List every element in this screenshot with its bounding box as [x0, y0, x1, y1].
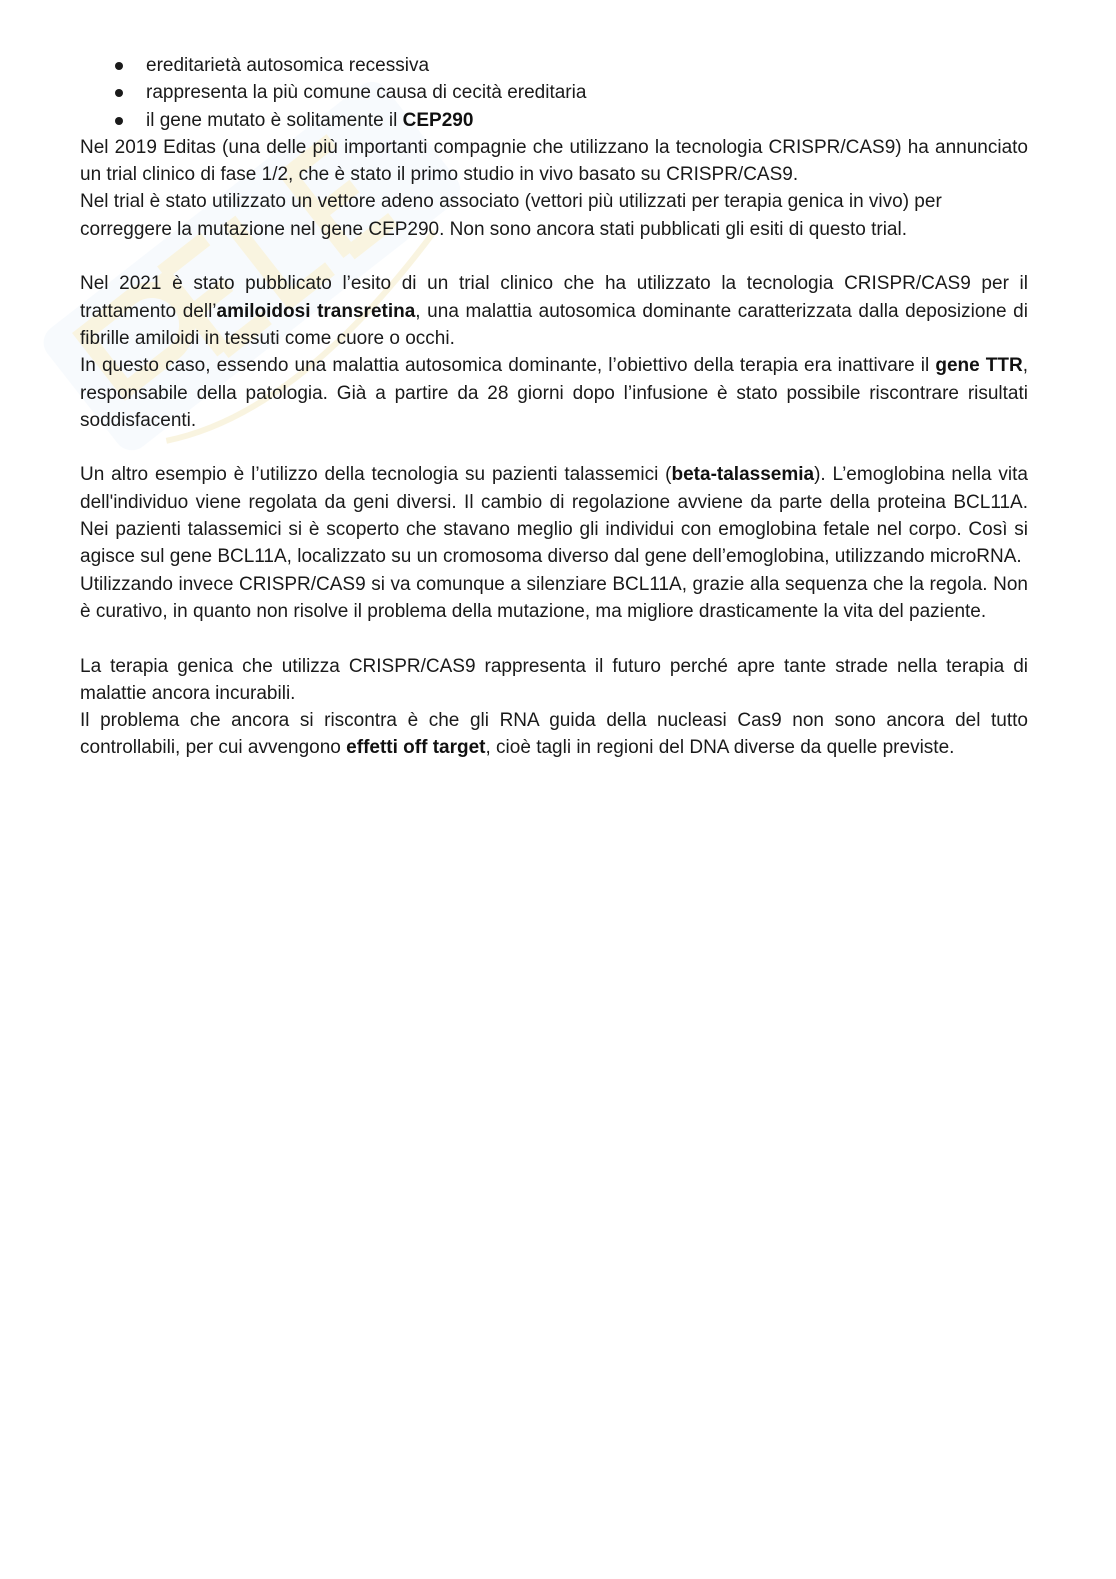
paragraph-spacer: [80, 243, 1028, 270]
bold-term: gene TTR: [935, 355, 1023, 377]
paragraph-off-target: [80, 707, 1028, 762]
bullet-list: [80, 52, 1028, 134]
document-page: [80, 52, 1028, 762]
text-run: , responsabile della patologia. Già a partire da 28 giorni dopo l’infusione è stato possibile riscontrare risultati soddisfacenti.: [80, 355, 1029, 431]
text-run: , una malattia autosomica dominante caratterizzata dalla deposizione di fibrille amiloidi in tessuti come cuore o occhi.: [80, 300, 1028, 349]
paragraph-spacer: [80, 434, 1028, 461]
list-item: [80, 79, 1028, 106]
paragraph-thalassemia: [80, 461, 1028, 570]
bold-term: amiloidosi transretina: [216, 300, 416, 322]
bold-term: beta-talassemia: [671, 464, 815, 486]
paragraph-ttr-gene: [80, 352, 1028, 434]
text-run: Un altro esempio è l’utilizzo della tecnologia su pazienti talassemici (: [80, 464, 672, 486]
list-item-text: rappresenta la più comune causa di cecità ereditaria: [146, 82, 587, 104]
paragraph-aav-vector: Nel trial è stato utilizzato un vettore adeno associato (vettori più utilizzati per terapia genica in vivo) per correggere la mutazione nel gene CEP290. Non sono ancora stati pubblicati gli esiti di questo trial.: [80, 191, 942, 240]
paragraph-bcl11a-silencing: Utilizzando invece CRISPR/CAS9 si va comunque a silenziare BCL11A, grazie alla sequenza che la regola. Non è curativo, in quanto non risolve il problema della mutazione, ma migliore drasticamente la vita del paziente.: [80, 573, 1028, 622]
text-run: Il problema che ancora si riscontra è che gli RNA guida della nucleasi Cas9 non sono ancora del tutto controllabili, per cui avvengono: [80, 710, 1028, 759]
list-item: [80, 107, 1028, 134]
bold-term: CEP290: [402, 109, 474, 131]
list-item: [80, 52, 1028, 79]
paragraph-editas-trial: Nel 2019 Editas (una delle più importanti compagnie che utilizzano la tecnologia CRISPR/CAS9) ha annunciato un trial clinico di fase 1/2, che è stato il primo studio in vivo basato su CRISPR/CAS9.: [80, 136, 1028, 186]
list-item-text: ereditarietà autosomica recessiva: [146, 55, 430, 76]
text-run: ). L’emoglobina nella vita dell'individuo viene regolata da geni diversi. Il cambio di regolazione avviene da parte della proteina BCL11A. Nei pazienti talassemici si è scoperto che stavano meglio gli individui con emoglobina fetale nel corpo. Così si agisce sul gene BCL11A, localizzato su un cromosoma diverso dal gene dell’emoglobina, utilizzando microRNA.: [80, 464, 1028, 568]
bold-term: effetti off target: [346, 737, 486, 759]
paragraph-amyloidosis: [80, 270, 1028, 352]
list-item-text: il gene mutato è solitamente il: [146, 109, 403, 131]
text-run: , cioè tagli in regioni del DNA diverse da quelle previste.: [485, 737, 955, 759]
text-run: In questo caso, essendo una malattia autosomica dominante, l’obiettivo della terapia era inattivare il: [80, 355, 936, 377]
text-run: Nel 2021 è stato pubblicato l’esito di un trial clinico che ha utilizzato la tecnologia CRISPR/CAS9 per il trattamento dell’: [80, 273, 1028, 322]
paragraph-future: La terapia genica che utilizza CRISPR/CAS9 rappresenta il futuro perché apre tante strade nella terapia di malattie ancora incurabili.: [80, 655, 1028, 704]
paragraph-spacer: [80, 625, 1028, 652]
